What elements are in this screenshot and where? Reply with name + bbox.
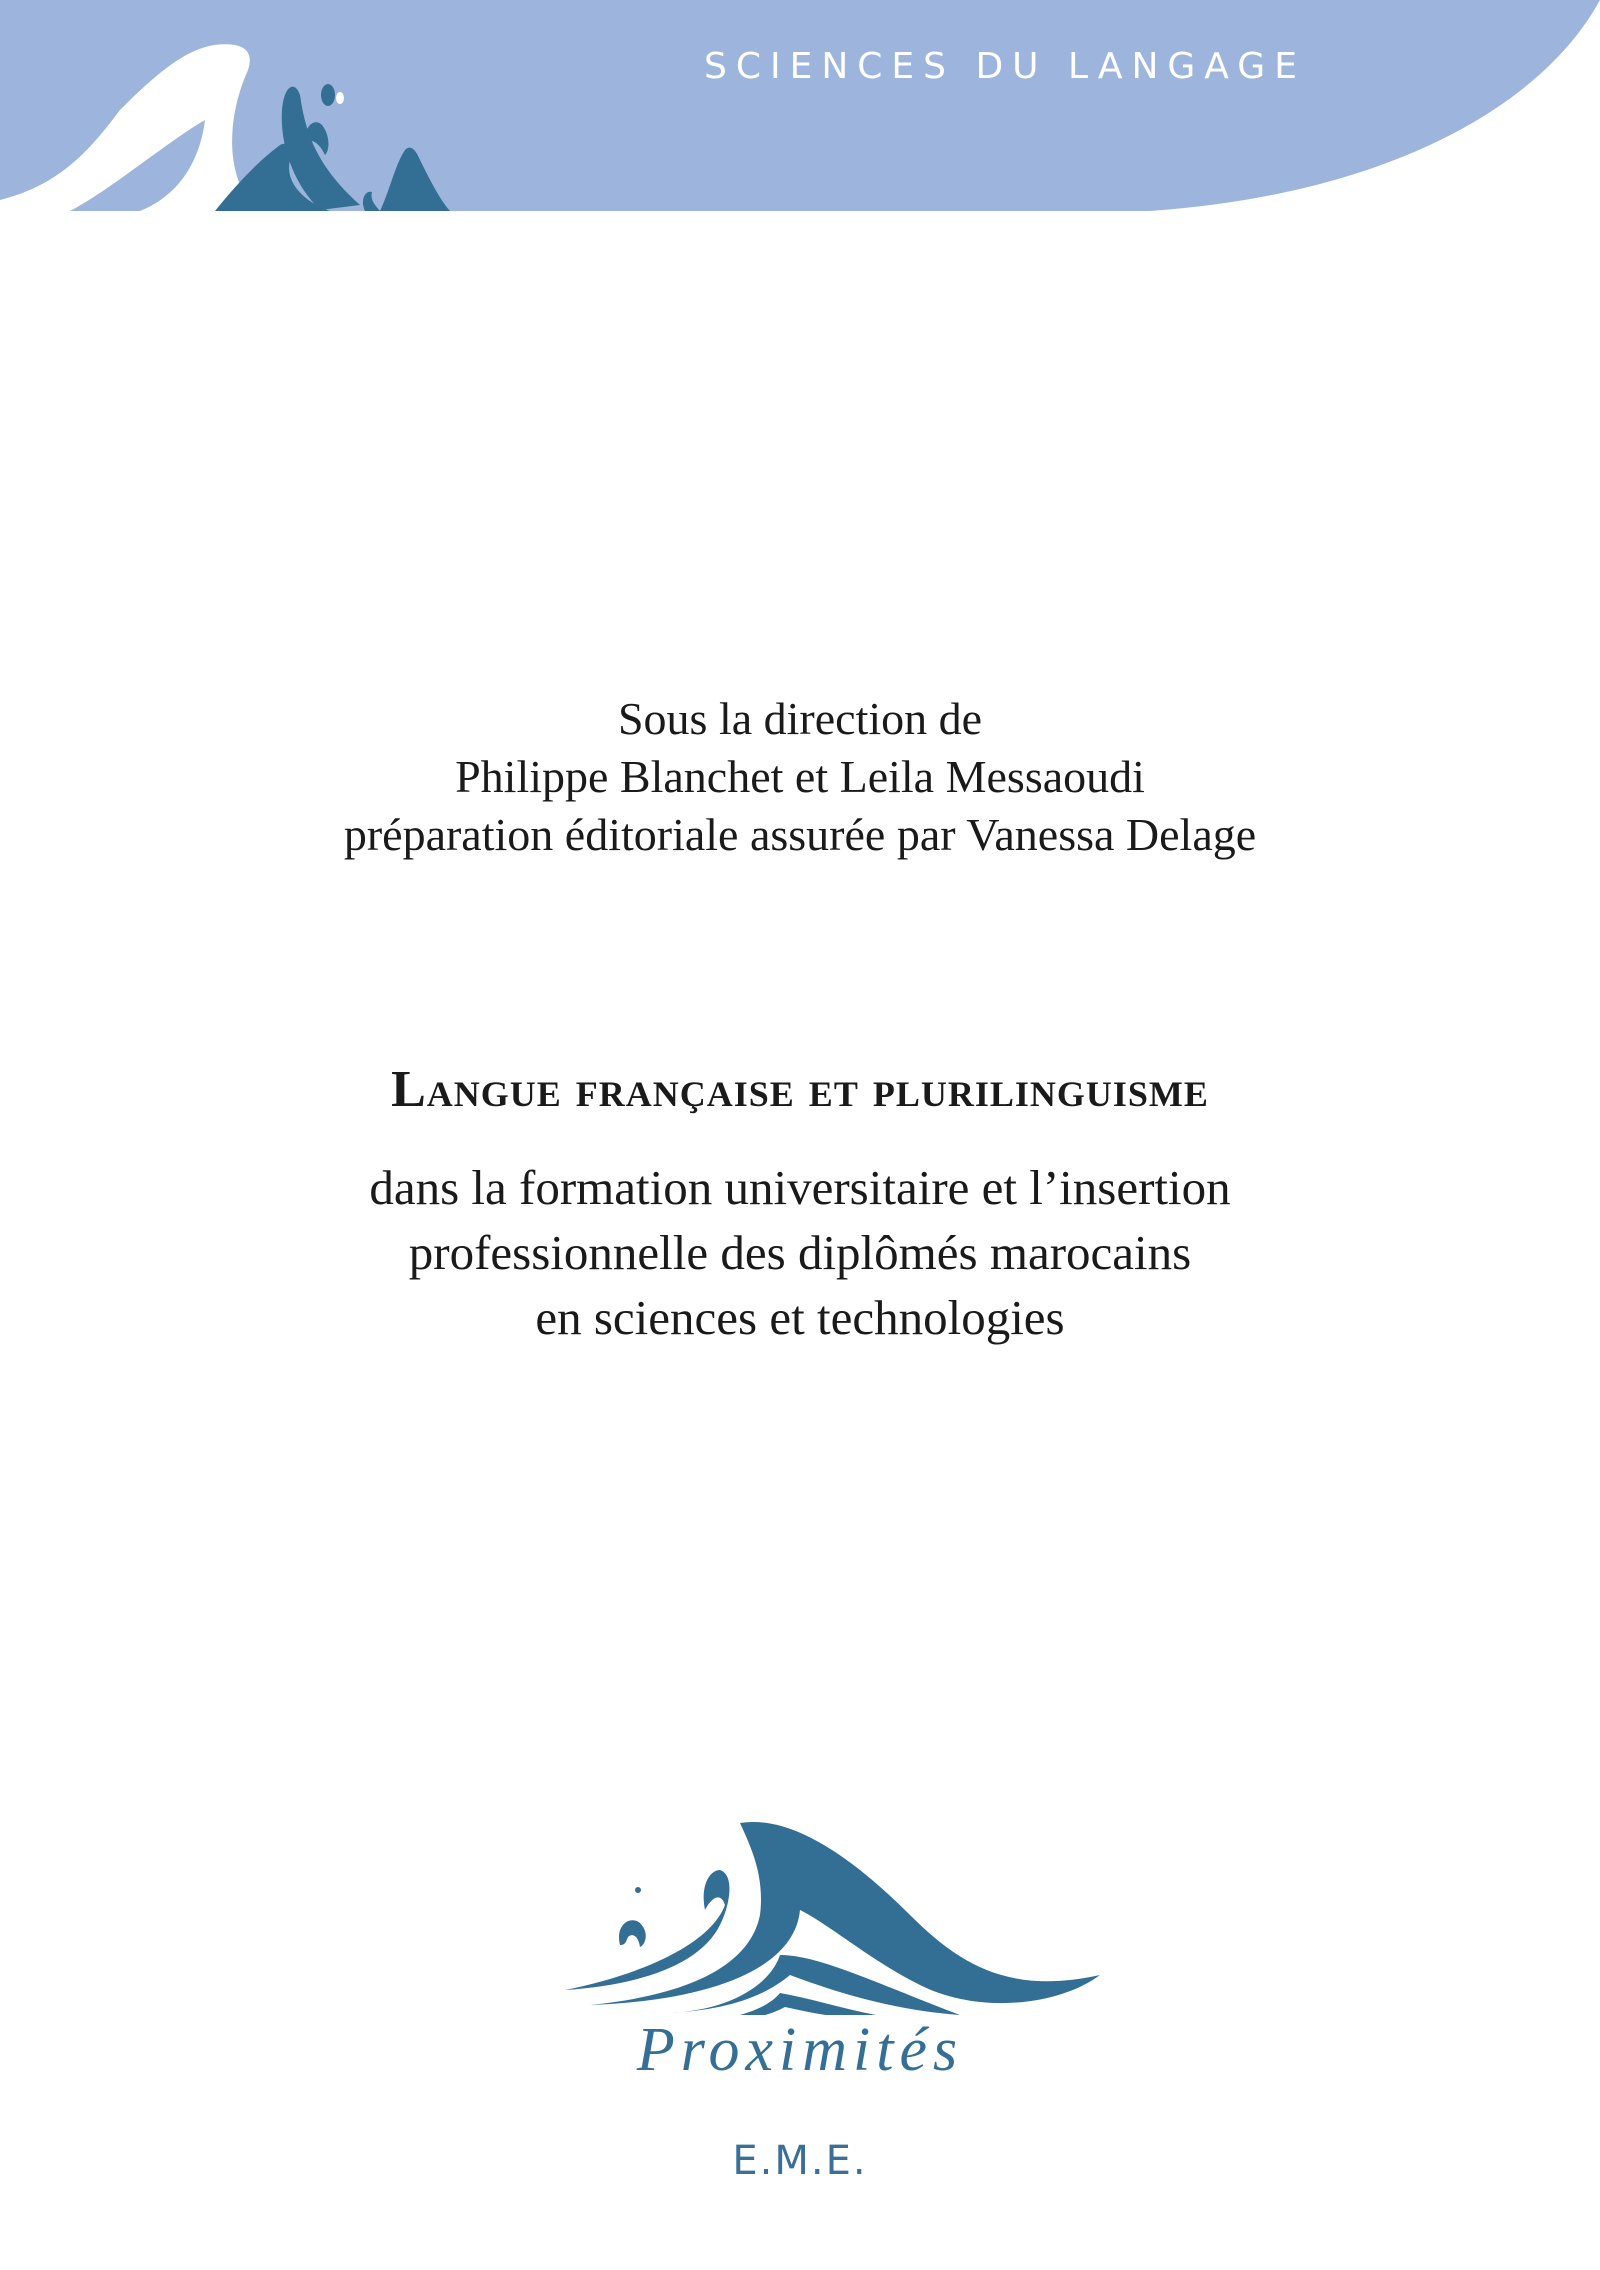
book-subtitle [0,1155,1600,1350]
header-band-shape [0,0,1600,211]
header-band [0,0,1600,215]
editors-intro: Sous la direction de [617,693,983,744]
subtitle-line: en sciences et technologies [535,1290,1065,1345]
book-title: Langue française et plurilinguisme [391,1061,1209,1118]
publisher-name: E.M.E. [732,2138,868,2184]
wave-logo-icon [560,1815,1100,2015]
series-title: SCIENCES DU LANGAGE [704,46,1306,87]
collection-name: Proximités [636,2016,964,2084]
editors-block [0,690,1600,864]
subtitle-line: professionnelle des diplômés marocains [408,1225,1192,1280]
editorial-preparation: préparation éditoriale assurée par Vanessa Delage [343,809,1257,860]
editors-names: Philippe Blanchet et Leila Messaoudi [455,751,1145,802]
subtitle-line: dans la formation universitaire et l’insertion [369,1160,1231,1215]
